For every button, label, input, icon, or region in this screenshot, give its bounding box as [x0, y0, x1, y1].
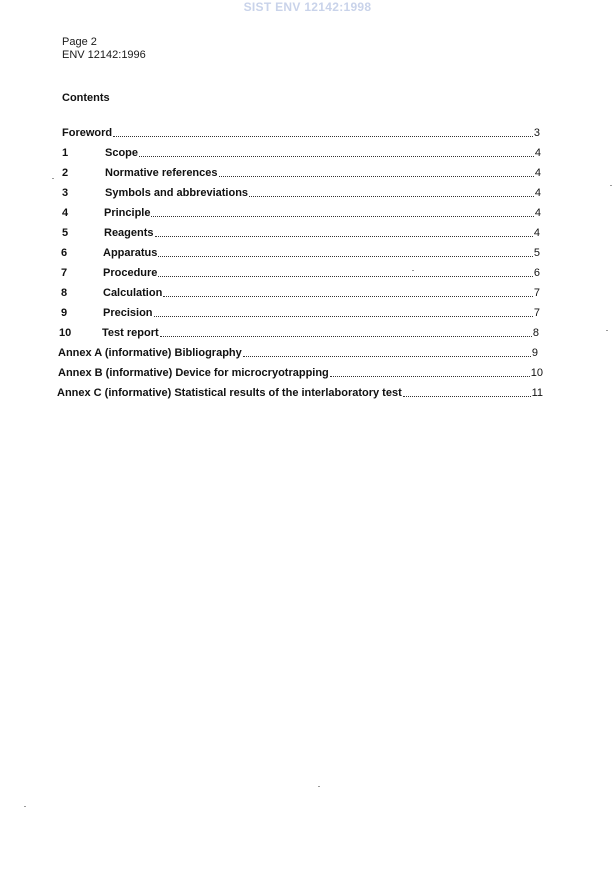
document-reference: ENV 12142:1996: [62, 49, 146, 61]
toc-entry-page: 11: [531, 387, 543, 399]
toc-entry-title: Procedure: [103, 267, 158, 279]
scan-speck: [412, 270, 414, 271]
toc-dot-leader: [158, 256, 532, 257]
toc-entry-number: 10: [59, 327, 72, 339]
toc-dot-leader: [403, 396, 531, 397]
toc-entry-title: Scope: [105, 147, 139, 159]
toc-entry-page: 8: [532, 327, 539, 339]
toc-dot-leader: [163, 296, 533, 297]
watermark-standard-id: SIST ENV 12142:1998: [243, 0, 372, 14]
toc-entry-page: 7: [533, 307, 540, 319]
toc-dot-leader: [160, 336, 532, 337]
toc-entry-title: Apparatus: [103, 247, 158, 259]
toc-entry-page: 4: [534, 207, 541, 219]
toc-entry-number: 5: [62, 227, 69, 239]
toc-entry: [61, 286, 540, 300]
toc-entry-page: 7: [533, 287, 540, 299]
toc-entry-number: 8: [61, 287, 68, 299]
toc-dot-leader: [139, 156, 534, 157]
toc-entry-page: 9: [531, 347, 538, 359]
toc-entry-page: 4: [534, 147, 541, 159]
scan-speck: [24, 806, 26, 807]
page-number-label: Page 2: [62, 36, 97, 48]
toc-entry-title: Annex B (informative) Device for microcryotrapping: [58, 367, 329, 379]
toc-dot-leader: [155, 236, 533, 237]
toc-entry-page: 6: [533, 267, 540, 279]
toc-entry: [61, 266, 540, 280]
toc-entry-number: 4: [62, 207, 69, 219]
toc-dot-leader: [113, 136, 533, 137]
toc-entry-number: 6: [61, 247, 68, 259]
toc-entry-title: Reagents: [104, 227, 154, 239]
scan-speck: [318, 786, 320, 787]
toc-entry-title: Calculation: [103, 287, 163, 299]
toc-entry-page: 4: [533, 227, 540, 239]
toc-entry: [62, 186, 541, 200]
toc-entry-page: 5: [533, 247, 540, 259]
toc-dot-leader: [151, 216, 533, 217]
toc-entry-number: 9: [61, 307, 68, 319]
toc-entry-page: 4: [534, 187, 541, 199]
toc-entry: [58, 366, 543, 380]
toc-entry-title: Foreword: [62, 127, 113, 139]
toc-entry: [61, 306, 540, 320]
toc-dot-leader: [243, 356, 531, 357]
toc-entry: [59, 326, 539, 340]
toc-entry: [62, 146, 541, 160]
toc-dot-leader: [219, 176, 534, 177]
toc-dot-leader: [249, 196, 534, 197]
toc-dot-leader: [154, 316, 533, 317]
toc-entry-page: 10: [530, 367, 543, 379]
toc-entry-number: 1: [62, 147, 69, 159]
contents-heading: Contents: [62, 92, 110, 104]
toc-entry-title: Test report: [102, 327, 159, 339]
toc-entry-number: 3: [62, 187, 69, 199]
toc-entry-title: Annex C (informative) Statistical results of the interlaboratory test: [57, 387, 402, 399]
scan-speck: [52, 178, 54, 179]
scan-speck: [606, 330, 608, 331]
scan-speck: [610, 185, 612, 186]
toc-entry: [62, 206, 541, 220]
toc-entry: [61, 246, 540, 260]
toc-entry-title: Principle: [104, 207, 151, 219]
toc-entry-title: Annex A (informative) Bibliography: [58, 347, 242, 359]
toc-entry: [62, 126, 540, 140]
toc-entry-title: Normative references: [105, 167, 218, 179]
toc-entry-number: 2: [62, 167, 69, 179]
toc-entry: [62, 166, 541, 180]
toc-dot-leader: [330, 376, 530, 377]
toc-entry: [62, 226, 540, 240]
toc-entry: [57, 386, 543, 400]
toc-entry-page: 3: [533, 127, 540, 139]
toc-entry-number: 7: [61, 267, 68, 279]
toc-entry-title: Symbols and abbreviations: [105, 187, 249, 199]
toc-dot-leader: [158, 276, 532, 277]
toc-entry-page: 4: [534, 167, 541, 179]
toc-entry: [58, 346, 538, 360]
toc-entry-title: Precision: [103, 307, 153, 319]
